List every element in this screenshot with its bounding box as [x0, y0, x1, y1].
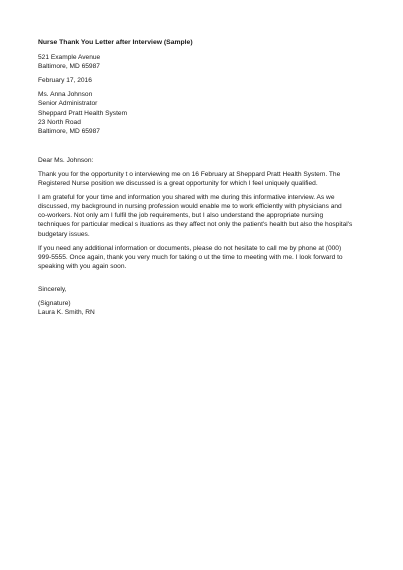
paragraph-line: co-workers. Not only am I fulfil the job requirements, but I also understand the appropriate nursing: [38, 212, 324, 220]
paragraph-line: If you need any additional information or documents, please do not hesitate to call me by phone at (000): [38, 244, 342, 252]
sender-address-line: 521 Example Avenue: [38, 54, 101, 62]
paragraph-line: techniques for particular medical s ituations as they affect not only the patient's health but also the hospital's: [38, 221, 353, 229]
paragraph-2: [38, 193, 368, 238]
recipient-line: Ms. Anna Johnson: [38, 91, 93, 99]
paragraph-3: [38, 244, 368, 271]
document-title: Nurse Thank You Letter after Interview (Sample): [38, 39, 193, 46]
paragraph-line: Registered Nurse position we discussed is a great opportunity for which I feel uniquely qualified.: [38, 180, 318, 188]
signer-name: Laura K. Smith, RN: [38, 309, 95, 317]
paragraph-line: discussed, my background in nursing profession would enable me to work efficiently with physicians and: [38, 203, 342, 211]
recipient-line: Sheppard Pratt Health System: [38, 109, 128, 117]
paragraph-line: 999-5555. Once again, thank you very much for taking o ut the time to meeting with me. I look forward to: [38, 253, 343, 261]
paragraph-line: budgetary issues.: [38, 230, 90, 238]
recipient-line: 23 North Road: [38, 118, 81, 126]
salutation: Dear Ms. Johnson:: [38, 156, 94, 164]
letter-date: February 17, 2016: [38, 77, 92, 85]
closing: Sincerely,: [38, 285, 67, 293]
paragraph-1: [38, 170, 368, 188]
sender-address-line: Baltimore, MD 65987: [38, 63, 100, 71]
paragraph-line: speaking with you again soon.: [38, 262, 127, 270]
letter-body: [38, 38, 368, 317]
recipient-address: [38, 90, 368, 135]
signature-placeholder: (Signature): [38, 299, 71, 307]
paragraph-line: I am grateful for your time and information you shared with me during this informative interview. As we: [38, 194, 335, 202]
recipient-line: Baltimore, MD 65987: [38, 127, 100, 135]
paragraph-line: Thank you for the opportunity t o interviewing me on 16 February at Sheppard Pratt Health System. The: [38, 170, 341, 178]
sender-address: [38, 53, 368, 71]
recipient-line: Senior Administrator: [38, 100, 98, 108]
